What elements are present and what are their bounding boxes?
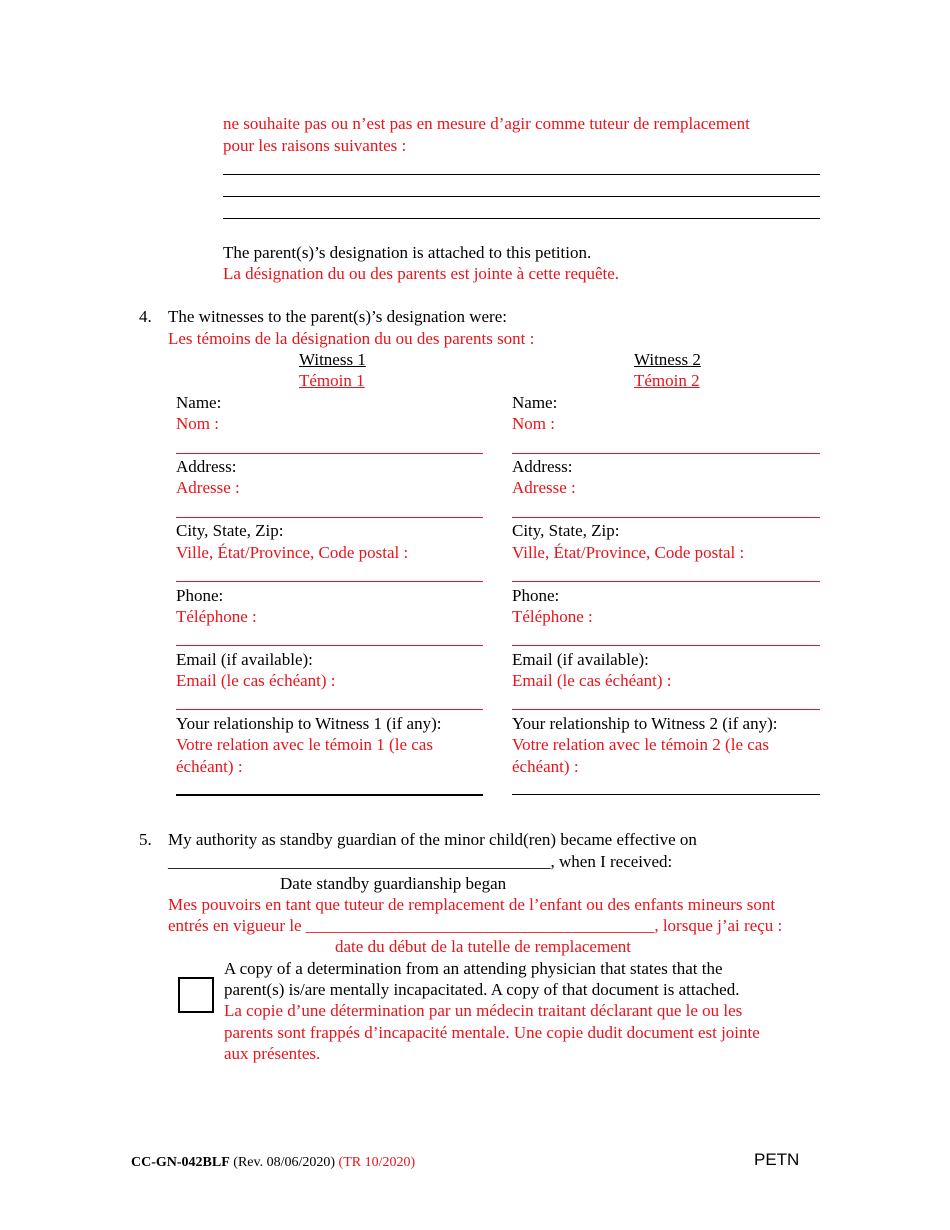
witness1-city-field[interactable]	[176, 581, 483, 582]
reason-blank-line-2[interactable]	[223, 196, 820, 197]
witness1-phone-field[interactable]	[176, 645, 483, 646]
witness2-name-field[interactable]	[512, 453, 820, 454]
section5-line2-en[interactable]: _____________________________________________, when I received:	[168, 852, 673, 871]
witness1-address-label-en: Address:	[176, 457, 237, 476]
section4-number: 4.	[139, 307, 152, 326]
witness2-relationship-label-fr-1: Votre relation avec le témoin 2 (le cas	[512, 735, 769, 754]
section5-line2-fr[interactable]: entrés en vigueur le _________________________________________, lorsque j’ai reçu :	[168, 916, 783, 935]
witness2-relationship-field[interactable]	[512, 794, 820, 795]
option-fr-line1: La copie d’une détermination par un médecin traitant déclarant que le ou les	[224, 1001, 743, 1020]
witness1-name-label-fr: Nom :	[176, 414, 219, 433]
witness1-name-field[interactable]	[176, 453, 483, 454]
attached-fr: La désignation du ou des parents est jointe à cette requête.	[223, 264, 620, 283]
witness1-title-en: Witness 1	[299, 350, 366, 369]
witness1-address-field[interactable]	[176, 517, 483, 518]
witness1-city-label-fr: Ville, État/Province, Code postal :	[176, 543, 409, 562]
witness2-phone-label-en: Phone:	[512, 586, 560, 605]
witness2-address-label-en: Address:	[512, 457, 573, 476]
witness1-phone-label-en: Phone:	[176, 586, 224, 605]
section5-line1-en: My authority as standby guardian of the minor child(ren) became effective on	[168, 830, 697, 849]
witness2-email-field[interactable]	[512, 709, 820, 710]
section5-caption-fr: date du début de la tutelle de remplacement	[335, 937, 631, 956]
witness1-relationship-field[interactable]	[176, 794, 483, 796]
witness1-email-field[interactable]	[176, 709, 483, 710]
witness2-phone-label-fr: Téléphone :	[512, 607, 593, 626]
footer-form-id	[131, 1152, 415, 1173]
witness2-name-label-fr: Nom :	[512, 414, 555, 433]
witness2-title-en: Witness 2	[634, 350, 701, 369]
option-fr-line2: parents sont frappés d’incapacité mentale. Une copie dudit document est jointe	[224, 1023, 760, 1042]
witness2-relationship-label-en: Your relationship to Witness 2 (if any):	[512, 714, 778, 733]
option-fr-line3: aux présentes.	[224, 1044, 321, 1063]
witness1-email-label-en: Email (if available):	[176, 650, 313, 669]
section5-line1-fr: Mes pouvoirs en tant que tuteur de remplacement de l’enfant ou des enfants mineurs sont	[168, 895, 776, 914]
option-en-line2: parent(s) is/are mentally incapacitated. A copy of that document is attached.	[224, 980, 740, 999]
footer-translation: (TR 10/2020)	[338, 1155, 416, 1170]
witness1-relationship-label-en: Your relationship to Witness 1 (if any):	[176, 714, 442, 733]
witness2-city-label-en: City, State, Zip:	[512, 521, 620, 540]
witness1-name-label-en: Name:	[176, 393, 222, 412]
option-en-line1: A copy of a determination from an attending physician that states that the	[224, 959, 723, 978]
reason-blank-line-3[interactable]	[223, 218, 820, 219]
witness2-relationship-label-fr-2: échéant) :	[512, 757, 579, 776]
witness1-city-label-en: City, State, Zip:	[176, 521, 284, 540]
reason-line2-fr: pour les raisons suivantes :	[223, 136, 407, 155]
witness2-name-label-en: Name:	[512, 393, 558, 412]
witness2-address-label-fr: Adresse :	[512, 478, 576, 497]
section4-heading-en: The witnesses to the parent(s)’s designation were:	[168, 307, 507, 326]
witness1-email-label-fr: Email (le cas échéant) :	[176, 671, 336, 690]
footer-form-code: CC-GN-042BLF	[131, 1155, 230, 1170]
witness2-email-label-en: Email (if available):	[512, 650, 649, 669]
witness1-address-label-fr: Adresse :	[176, 478, 240, 497]
witness1-phone-label-fr: Téléphone :	[176, 607, 257, 626]
witness1-relationship-label-fr-2: échéant) :	[176, 757, 243, 776]
witness2-email-label-fr: Email (le cas échéant) :	[512, 671, 672, 690]
section5-caption-en: Date standby guardianship began	[280, 874, 507, 893]
reason-line1-fr: ne souhaite pas ou n’est pas en mesure d’agir comme tuteur de remplacement	[223, 114, 750, 133]
footer-revision: (Rev. 08/06/2020)	[233, 1155, 336, 1170]
section5-number: 5.	[139, 830, 152, 849]
witness2-city-field[interactable]	[512, 581, 820, 582]
section4-heading-fr: Les témoins de la désignation du ou des parents sont :	[168, 329, 535, 348]
reason-blank-line-1[interactable]	[223, 174, 820, 175]
witness2-phone-field[interactable]	[512, 645, 820, 646]
witness2-city-label-fr: Ville, État/Province, Code postal :	[512, 543, 745, 562]
witness1-title-fr: Témoin 1	[299, 371, 365, 390]
witness2-title-fr: Témoin 2	[634, 371, 700, 390]
footer-form-type: PETN	[754, 1150, 800, 1169]
witness2-address-field[interactable]	[512, 517, 820, 518]
physician-determination-checkbox[interactable]	[178, 977, 214, 1013]
witness1-relationship-label-fr-1: Votre relation avec le témoin 1 (le cas	[176, 735, 433, 754]
attached-en: The parent(s)’s designation is attached to this petition.	[223, 243, 592, 262]
